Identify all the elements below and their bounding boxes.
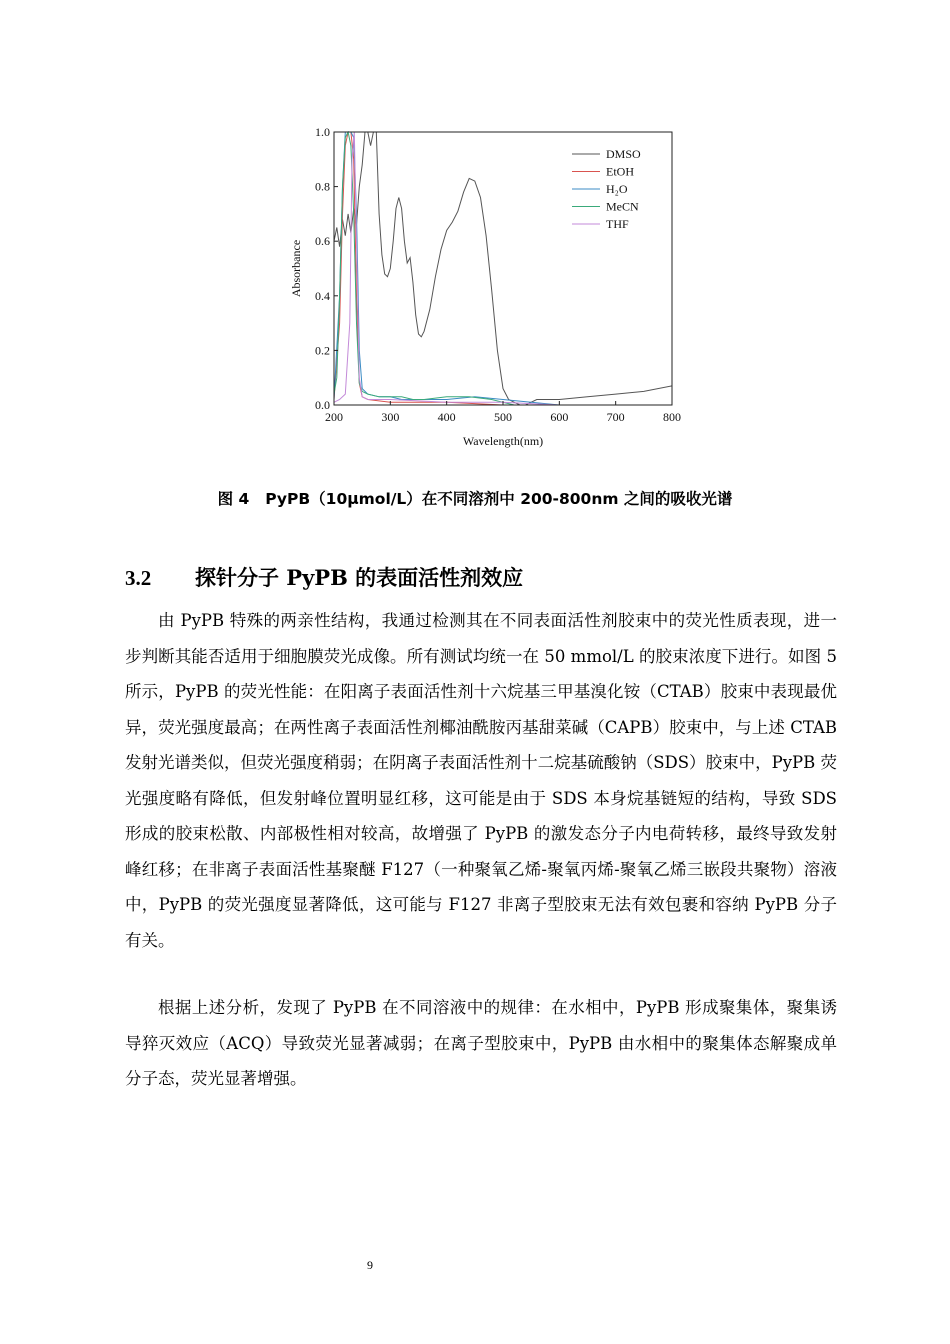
page-number: 9 <box>367 1258 373 1272</box>
y-tick-label: 0.6 <box>315 234 330 249</box>
paragraph-text: 根据上述分析，发现了 PyPB 在不同溶液中的规律：在水相中，PyPB 形成聚集体，聚集诱导猝灭效应（ACQ）导致荧光显著减弱；在离子型胶束中，PyPB 由水相中的聚集体态解聚成单分子态，荧光显著增强。 <box>125 998 837 1088</box>
x-tick-label: 200 <box>325 410 343 424</box>
body-paragraph-1 <box>125 603 837 958</box>
x-tick-label: 300 <box>381 410 400 424</box>
section-number: 3.2 <box>125 566 152 590</box>
x-axis-label: Wavelength(nm) <box>462 434 544 448</box>
section-heading <box>125 562 523 592</box>
y-tick-label: 0.4 <box>315 288 330 303</box>
figure-caption <box>0 487 950 509</box>
y-tick-label: 1.0 <box>315 125 330 139</box>
y-tick-label: 0.0 <box>315 398 330 412</box>
section-title: 探针分子 PyPB 的表面活性剂效应 <box>195 565 524 590</box>
x-tick-label: 700 <box>606 410 625 424</box>
legend-label: THF <box>606 217 629 231</box>
absorption-spectrum-chart <box>270 118 690 458</box>
figure-caption-number: 图 4 <box>217 490 250 508</box>
x-tick-label: 400 <box>437 410 456 424</box>
body-paragraph-2 <box>125 990 837 1097</box>
y-axis-label: Absorbance <box>289 239 303 298</box>
x-tick-label: 600 <box>550 410 569 424</box>
x-tick-label: 500 <box>494 410 512 424</box>
paragraph-text: 由 PyPB 特殊的两亲性结构，我通过检测其在不同表面活性剂胶束中的荧光性质表现，进一步判断其能否适用于细胞膜荧光成像。所有测试均统一在 50 mmol/L 的胶束浓度下进行。如图 5 所示，PyPB 的荧光性能：在阳离子表面活性剂十六烷基三甲基溴化铵（CTAB）胶束中表现最优异，荧光强度最高；在两性离子表面活性剂椰油酰胺丙基甜菜碱（CAPB）胶束中，与上述 CTAB 发射光谱类似，但荧光强度稍弱；在阴离子表面活性剂十二烷基硫酸钠（SDS）胶束中，PyPB 荧光强度略有降低，但发射峰位置明显红移，这可能是由于 SDS 本身烷基链短的结构，导致 SDS 形成的胶束松散、内部极性相对较高，故增强了 PyPB 的激发态分子内电荷转移，最终导致发射峰红移；在非离子表面活性基聚醚 F127（一种聚氧乙烯-聚氧丙烯-聚氧乙烯三嵌段共聚物）溶液中，PyPB 的荧光强度显著降低，这可能与 F127 非离子型胶束无法有效包裹和容纳 PyPB 分子有关。 <box>125 611 837 950</box>
figure-caption-text: PyPB（10μmol/L）在不同溶剂中 200-800nm 之间的吸收光谱 <box>265 490 733 508</box>
legend-label: MeCN <box>606 199 639 214</box>
x-tick-label: 800 <box>663 410 681 424</box>
absorption-spectrum-figure <box>270 118 690 458</box>
legend-label: EtOH <box>606 164 634 179</box>
y-tick-label: 0.8 <box>315 179 330 194</box>
legend-label: H₂O <box>606 182 628 196</box>
legend-label: DMSO <box>606 147 641 161</box>
y-tick-label: 0.2 <box>315 343 330 358</box>
